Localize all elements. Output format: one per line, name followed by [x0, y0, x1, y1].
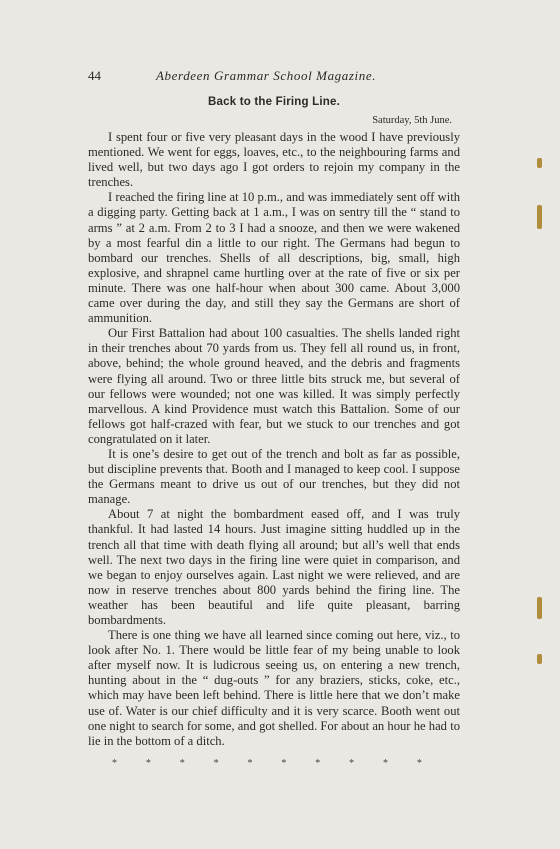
asterisk: * [315, 757, 321, 769]
paragraph: I spent four or five very pleasant days in the wood I have previously mentioned. We went for eggs, loaves, etc., to the neighbouring farms and lived well, but two days ago I got orders to rejoin my company in the trenches. [88, 130, 460, 190]
asterisk: * [179, 757, 185, 769]
page-number: 44 [88, 68, 101, 83]
article [88, 96, 460, 769]
paragraph: I reached the firing line at 10 p.m., and was immediately sent off with a digging party. Getting back at 1 a.m., I was on sentry till the “ stand to arms ” at 2 a.m. From 2 to 3 I had a snooze, and then we were wakened by a most fearful din a little to our right. The Germans had begun to bombard our trenches. Shells of all descriptions, big, small, high explosive, and shrapnel came hurtling over at the rate of five or six per minute. There was one half-hour when about 300 came. About 3,000 came over during the day, and still they say the Germans are short of ammunition. [88, 190, 460, 326]
binding-mark [537, 205, 542, 229]
binding-mark [537, 654, 542, 664]
asterisk: * [213, 757, 219, 769]
binding-mark [537, 597, 542, 619]
running-title: Aberdeen Grammar School Magazine. [156, 68, 377, 83]
article-title: Back to the Firing Line. [208, 96, 340, 108]
paragraph: Our First Battalion had about 100 casualties. The shells landed right in their trenches about 70 yards from us. They fell all round us, in front, above, behind; the whole ground heaved, and the debris and fragments were flying all around. Two or three little bits struck me, but several of our fellows were wounded; not one was killed. It was simply perfectly marvellous. A kind Providence must watch this Battalion. Some of our fellows got half-crazed with fear, but we stuck to our trenches and got congratulated on it later. [88, 326, 460, 446]
section-divider-asterisks [112, 758, 422, 769]
binding-mark [537, 158, 542, 168]
asterisk: * [349, 757, 355, 769]
asterisk: * [416, 757, 422, 769]
asterisk: * [383, 757, 388, 769]
article-date: Saturday, 5th June. [372, 115, 452, 126]
page-header [88, 68, 462, 84]
paragraph: There is one thing we have all learned since coming out here, viz., to look after No. 1. There would be little fear of my being unable to look after myself now. It is ludicrous seeing us, on entering a new trench, hunting about in the “ dug-outs ” for any braziers, sticks, coke, etc., which may have been left behind. There is little here that we don’t make use of. Water is our chief difficulty and it is very scarce. Booth went out one night to search for some, and got shelled. For about an hour he had to lie in the bottom of a ditch. [88, 628, 460, 748]
paragraph: It is one’s desire to get out of the trench and bolt as far as possible, but discipline prevents that. Booth and I managed to keep cool. I suppose the Germans meant to drive us out of our trenches, but they did not manage. [88, 446, 460, 507]
asterisk: * [247, 757, 253, 769]
asterisk: * [112, 757, 117, 769]
asterisk: * [145, 757, 151, 769]
paragraph: About 7 at night the bombardment eased off, and I was truly thankful. It had lasted 14 hours. Just imagine sitting huddled up in the trench all that time with death flying all around; but all’s well that ends well. The next two days in the firing line were quiet in comparison, and we began to enjoy ourselves again. Last night we were relieved, and are now in reserve trenches about 800 yards behind the firing line. The weather has been beautiful and life quite pleasant, barring bombardments. [88, 507, 460, 627]
asterisk: * [281, 757, 287, 769]
